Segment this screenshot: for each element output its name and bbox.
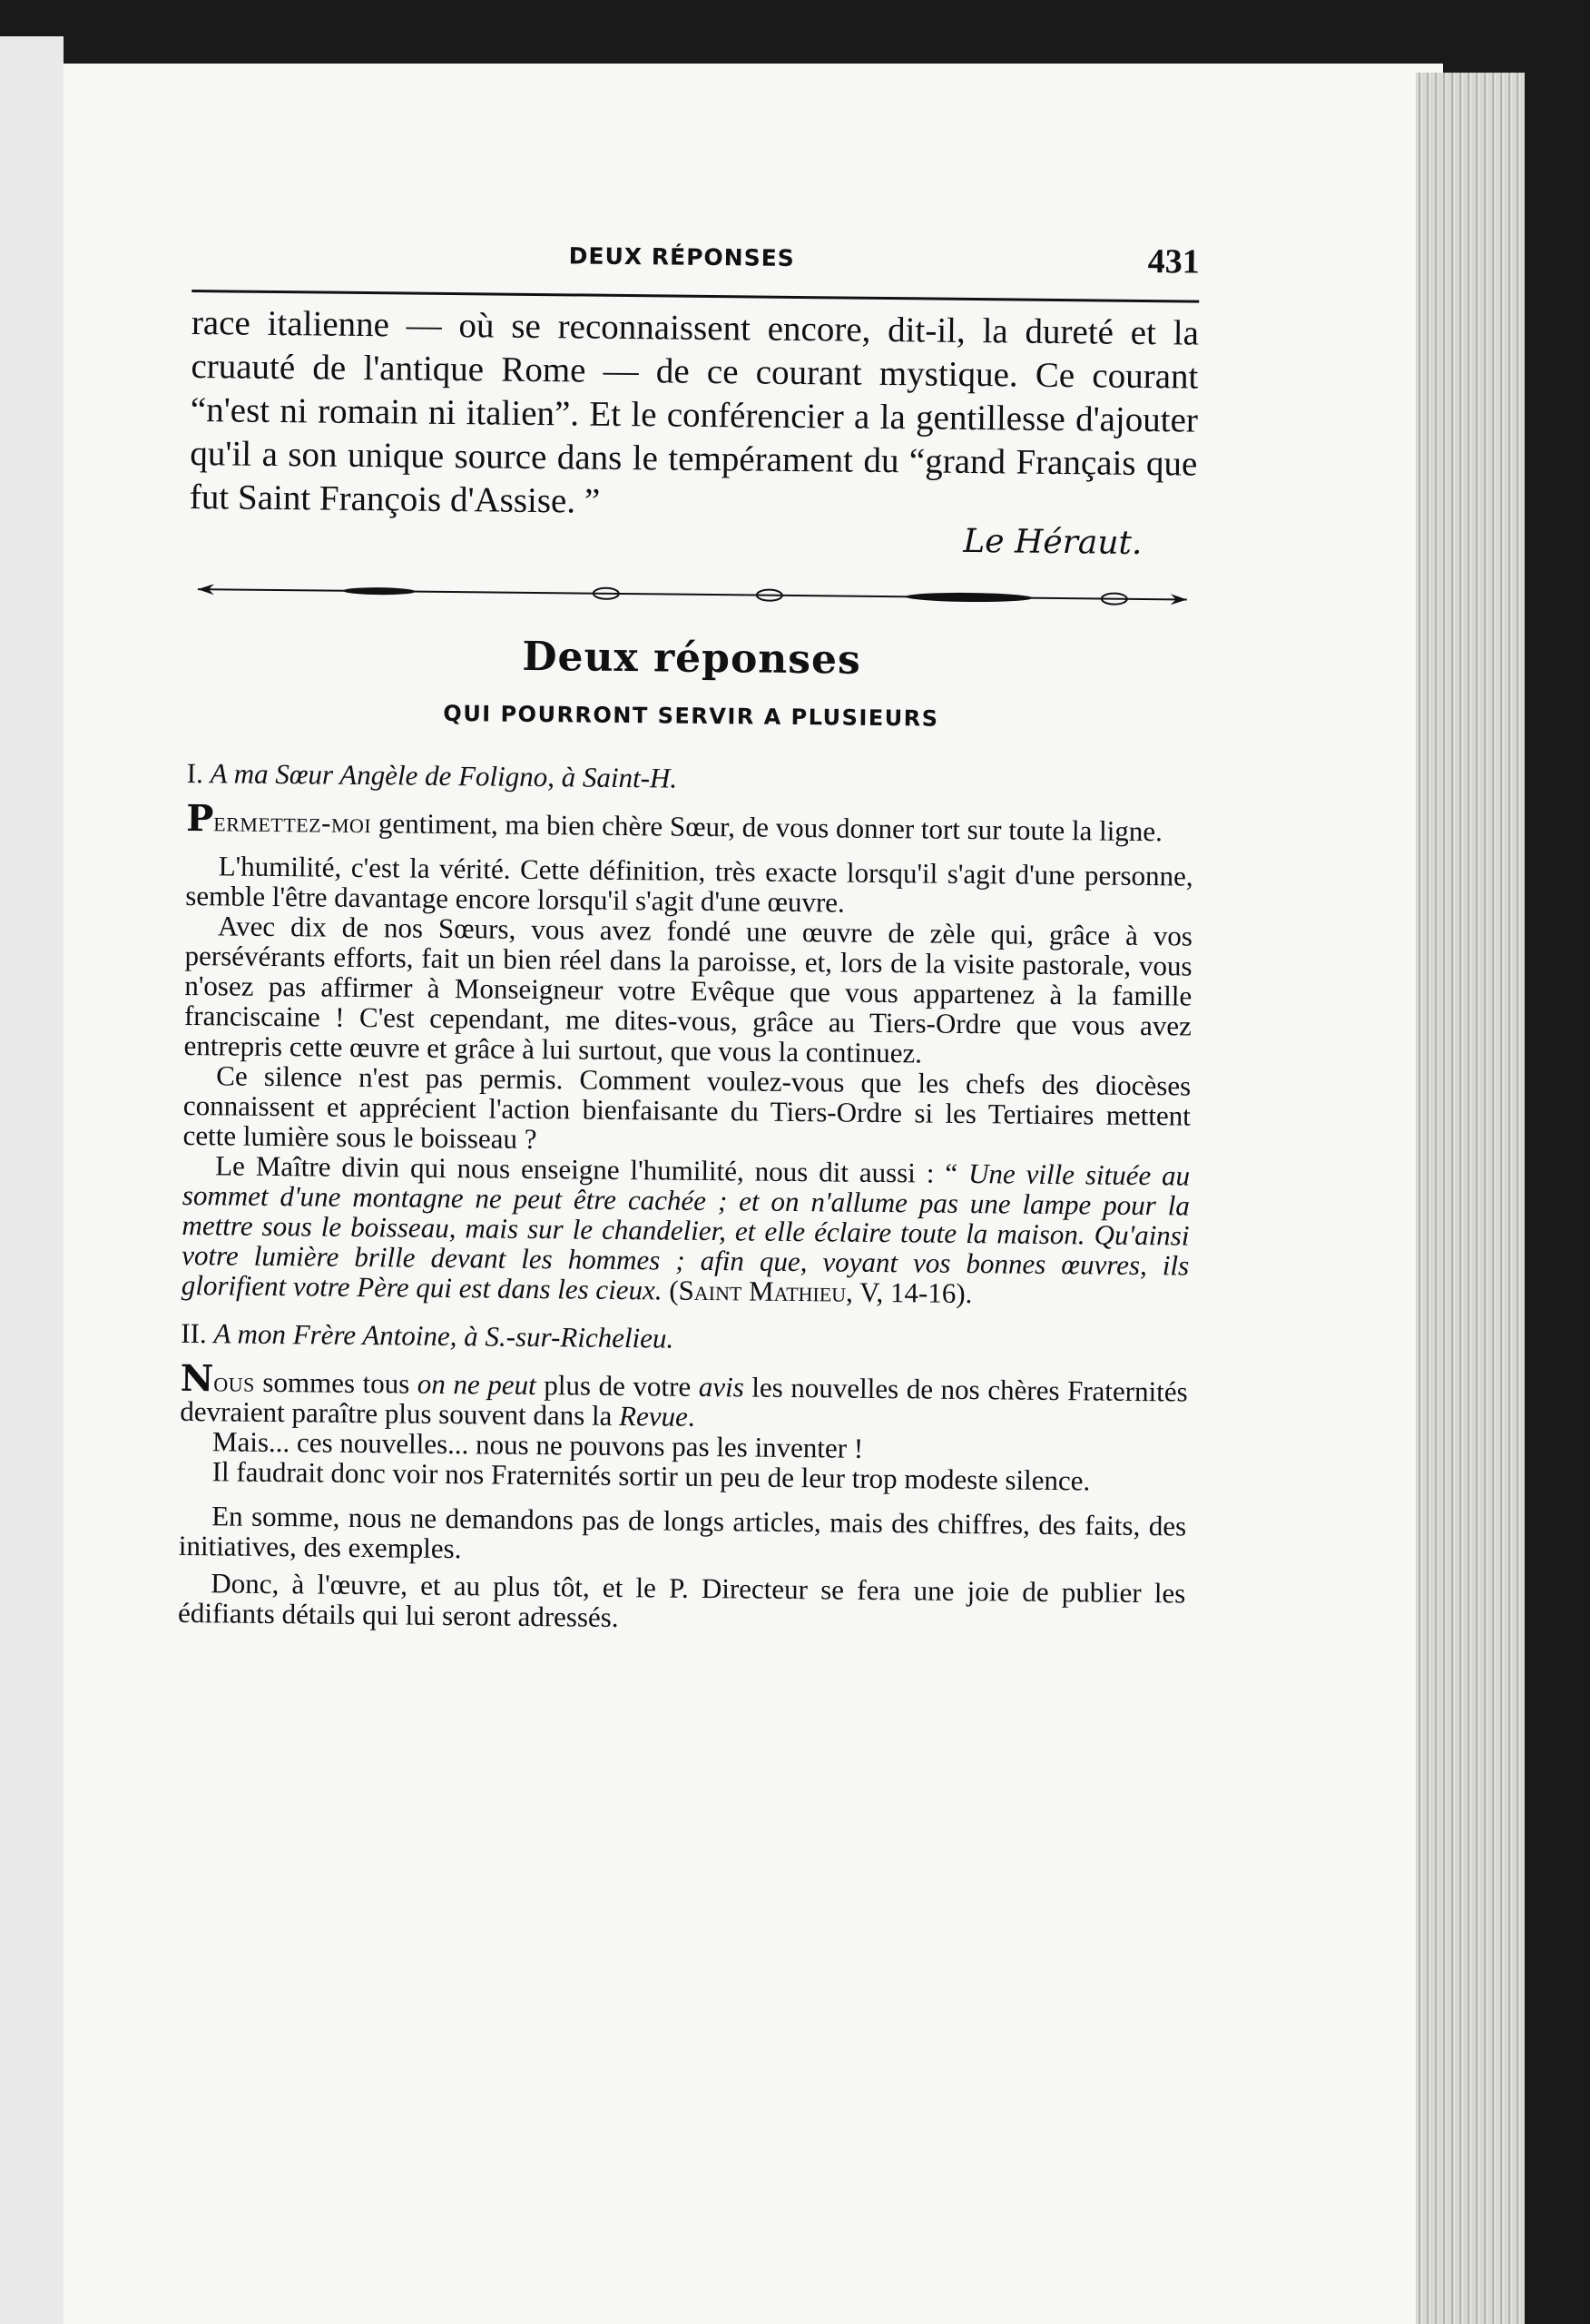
section1-addressee <box>187 754 1194 803</box>
intro-paragraph: race italienne — où se reconnaissent encore, dit-il, la dureté et la cruauté de l'antique Rome — de ce courant mystique. Ce courant “n'est ni romain ni italien”. Et le conférencier a la gentillesse d'ajouter qu'il a son unique source dans le tempérament du “grand Français que fut Saint François d'Assise. ” <box>189 302 1200 521</box>
section2-paragraph-2: Mais... ces nouvelles... nous ne pouvons pas les inventer ! <box>211 1425 864 1464</box>
dropcap-n: N <box>180 1356 214 1401</box>
section1-paragraph-4: Ce silence n'est pas permis. Comment voulez-vous que les chefs des diocèses connaissent et apprécient l'action bienfaisante du Tiers-Ordre si les Tertiaires mettent cette lumière sous le boisseau ? <box>182 1059 1192 1156</box>
page-stack-edge <box>1416 73 1525 2324</box>
dropcap-p: P <box>185 796 214 841</box>
page-number: 431 <box>1147 242 1200 281</box>
section2-paragraph-1: Nous sommes tous on ne peut plus de votre avis les nouvelles de nos chères Fraternités devraient paraître plus souvent dans la Revue. <box>180 1356 1188 1433</box>
section2-number: II. <box>181 1316 207 1350</box>
section1-paragraph-2: L'humilité, c'est la vérité. Cette définition, très exacte lorsqu'il s'agit d'une personne, semble l'être davantage encore lorsqu'il s'agit d'une œuvre. <box>185 850 1193 919</box>
article-title: Deux réponses <box>522 633 862 684</box>
intro-signature: Le Héraut. <box>963 522 1143 562</box>
page-content <box>178 231 1200 1639</box>
section1-paragraph-3: Avec dix de nos Sœurs, vous avez fondé une œuvre de zèle qui, grâce à vos persévérants efforts, fait un bien réel dans la paroisse, et, lors de la visite pastorale, vous n'osez pas affirmer à Monseigneur votre Evêque que vous appartenez à la famille franciscaine ! C'est cependant, me dites-vous, grâce au Tiers-Ordre que vous avez entrepris cette œuvre et grâce à lui surtout, que vous la continuez. <box>183 910 1193 1069</box>
section2-paragraph-4: En somme, nous ne demandons pas de longs articles, mais des chiffres, des faits, des initiatives, des exemples. <box>178 1500 1187 1565</box>
facing-page-edge <box>0 36 64 2324</box>
running-title: DEUX RÉPONSES <box>568 242 795 271</box>
ornamental-divider <box>189 576 1196 614</box>
article-subtitle: QUI POURRONT SERVIR A PLUSIEURS <box>443 700 939 732</box>
section1-paragraph-5: Le Maître divin qui nous enseigne l'humilité, nous dit aussi : “ Une ville située au sommet d'une montagne ne peut être cachée ; et on n'allume pas une lampe pour la mettre sous le boisseau, mais sur le chandelier, et elle éclaire toute la maison. Qu'ainsi votre lumière brille devant les hommes ; afin que, voyant vos bonnes œuvres, ils glorifient votre Père qui est dans les cieux. (Saint Mathieu, V, 14-16). <box>181 1149 1191 1310</box>
section2-addressee <box>181 1315 1188 1364</box>
section2-addressee-text: A mon Frère Antoine, à S.-sur-Richelieu. <box>213 1317 674 1354</box>
section2-paragraph-5: Donc, à l'œuvre, et au plus tôt, et le P. Directeur se fera une joie de publier les édifiants détails qui lui seront adressés. <box>177 1567 1186 1634</box>
section1-number: I. <box>186 756 204 790</box>
running-head <box>191 231 1200 297</box>
section2-paragraph-3: Il faudrait donc voir nos Fraternités sortir un peu de leur trop modeste silence. <box>211 1455 1091 1497</box>
section1-addressee-text: A ma Sœur Angèle de Foligno, à Saint-H. <box>210 757 678 794</box>
section1-paragraph-1: Permettez-moi gentiment, ma bien chère Sœur, de vous donner tort sur toute la ligne. <box>185 796 1163 848</box>
